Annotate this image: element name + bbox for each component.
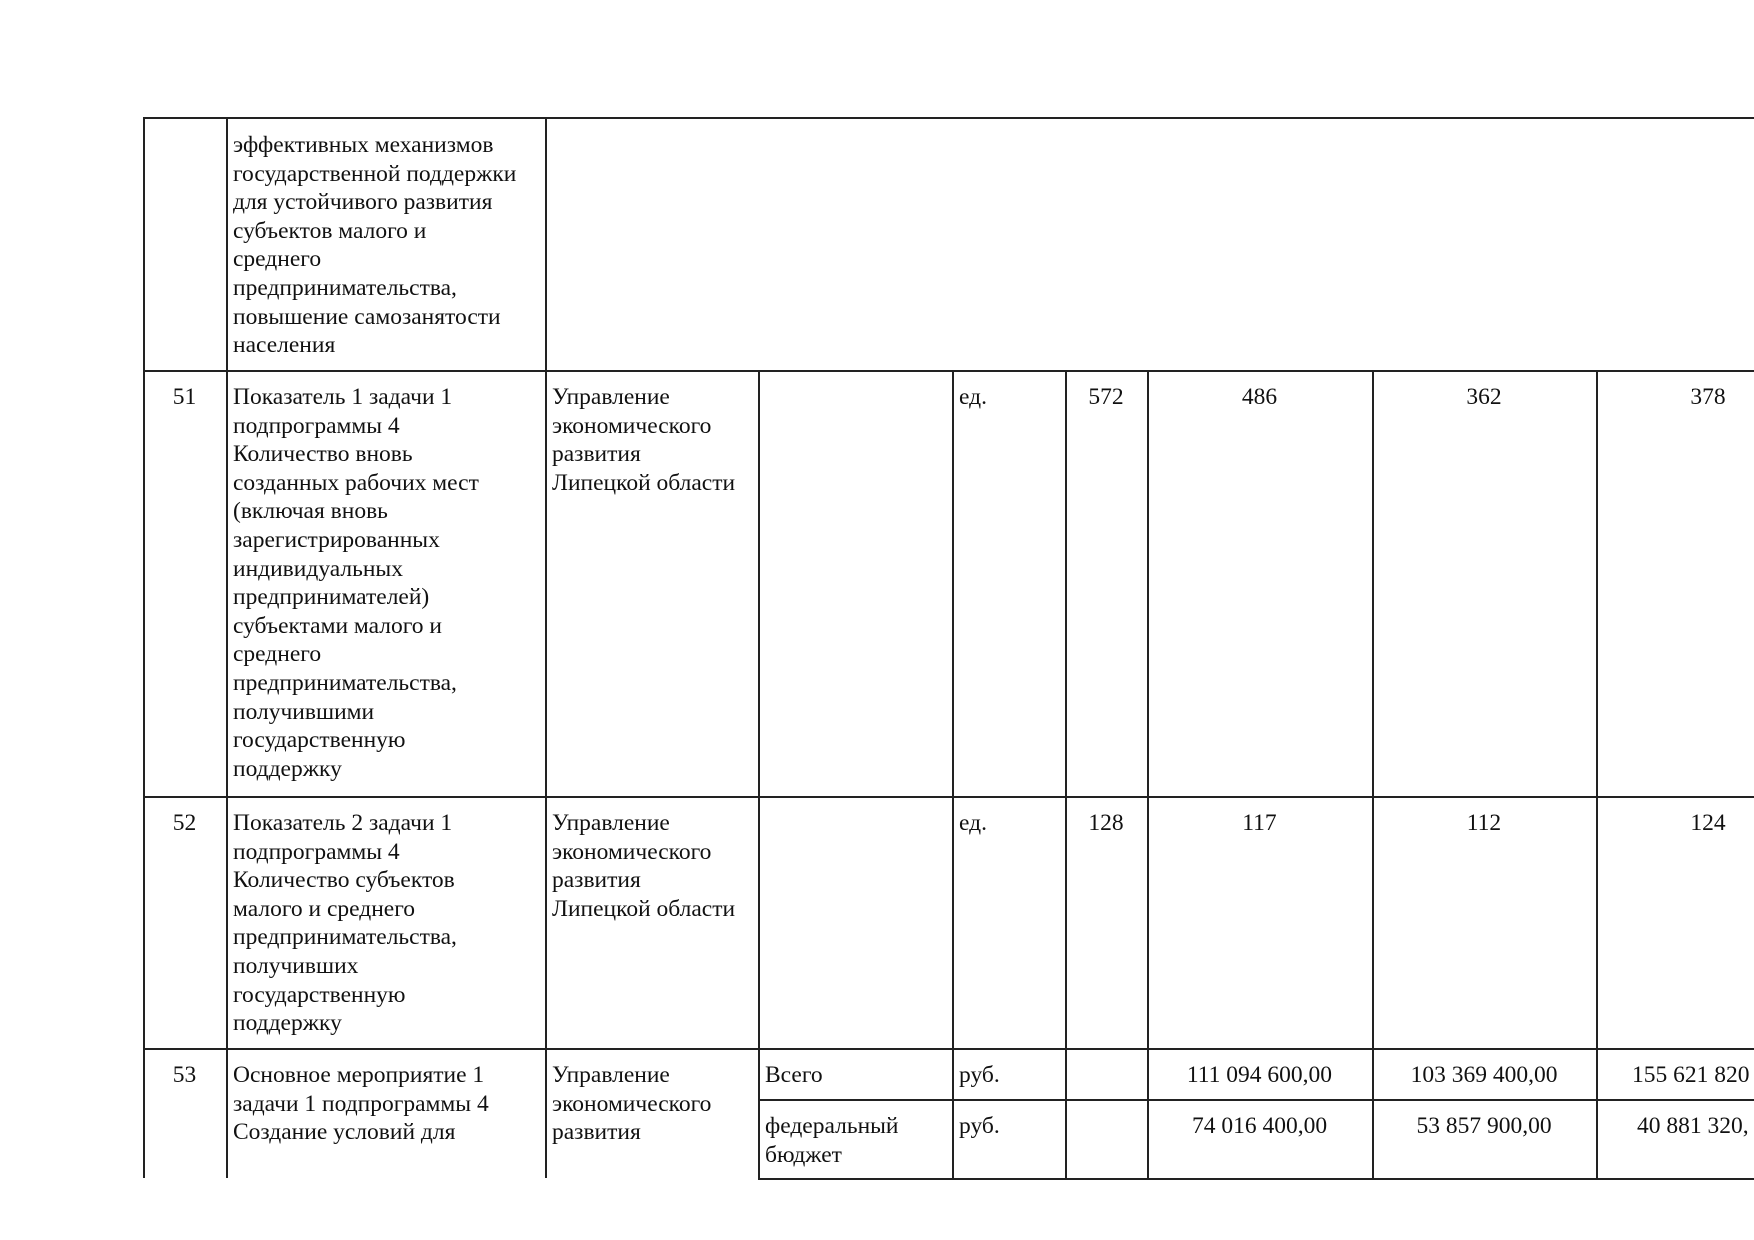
row-52-value-1: 117 bbox=[1242, 810, 1277, 836]
row-53-federal-value-1: 74 016 400,00 bbox=[1191, 1113, 1328, 1139]
row-53-total-value-1: 111 094 600,00 bbox=[1186, 1062, 1333, 1088]
row-51-value-2: 362 bbox=[1466, 384, 1502, 410]
row-51-base-value: 572 bbox=[1088, 384, 1124, 410]
row-53-name: Основное мероприятие 1 задачи 1 подпрограммы 4 Создание условий для bbox=[233, 1062, 489, 1146]
table-rule-row52-top bbox=[143, 796, 1754, 798]
row-51-number: 51 bbox=[172, 384, 197, 410]
row-52-unit: ед. bbox=[959, 810, 987, 836]
row-52-executor: Управление экономического развития Липецкой области bbox=[552, 810, 736, 922]
row-53-total-value-3: 155 621 820 bbox=[1632, 1062, 1750, 1088]
table-rule-row51-top bbox=[143, 370, 1754, 372]
table-col-border-base bbox=[1147, 370, 1149, 1178]
row-52-base-value: 128 bbox=[1088, 810, 1124, 836]
table-col-border-left bbox=[143, 117, 145, 1178]
row-52-number: 52 bbox=[172, 810, 197, 836]
table-rule-top bbox=[143, 117, 1754, 119]
row-51-value-3: 378 bbox=[1690, 384, 1726, 410]
table-rule-row53-sub bbox=[758, 1099, 1754, 1101]
table-col-border-v2 bbox=[1596, 370, 1598, 1178]
table-col-border-exec bbox=[758, 370, 760, 1178]
row-53-number: 53 bbox=[172, 1062, 197, 1088]
row-53-federal-value-2: 53 857 900,00 bbox=[1416, 1113, 1552, 1139]
intro-text: эффективных механизмов государственной поддержки для устойчивого развития субъектов малого и среднего предпринимательства, повышение самозанятости населения bbox=[233, 132, 517, 359]
row-53-federal-value-3: 40 881 320, bbox=[1637, 1113, 1749, 1139]
table-rule-row53-top bbox=[143, 1048, 1754, 1050]
row-52-name: Показатель 2 задачи 1 подпрограммы 4 Количество субъектов малого и среднего предпринимательства, получивших государственную поддержку bbox=[233, 810, 457, 1037]
row-52-value-2: 112 bbox=[1466, 810, 1502, 836]
row-52-value-3: 124 bbox=[1690, 810, 1726, 836]
table-col-border-unit bbox=[1065, 370, 1067, 1178]
table-rule-bottom-partial bbox=[758, 1178, 1754, 1180]
table-col-border-source bbox=[952, 370, 954, 1178]
row-51-name: Показатель 1 задачи 1 подпрограммы 4 Количество вновь созданных рабочих мест (включая вновь зарегистрированных индивидуальных предпринимателей) субъектами малого и среднего предпринимательства, получившими государственную поддержку bbox=[233, 384, 479, 782]
row-51-value-1: 486 bbox=[1241, 384, 1278, 410]
row-53-total-source: Всего bbox=[765, 1062, 823, 1088]
row-53-total-unit: руб. bbox=[959, 1062, 1000, 1088]
table-col-border-num bbox=[226, 117, 228, 1178]
row-53-federal-unit: руб. bbox=[959, 1113, 1000, 1139]
row-53-executor: Управление экономического развития bbox=[552, 1062, 712, 1146]
row-53-federal-source: федеральный бюджет bbox=[765, 1113, 899, 1168]
table-col-border-v1 bbox=[1372, 370, 1374, 1178]
row-51-executor: Управление экономического развития Липецкой области bbox=[552, 384, 736, 496]
row-51-unit: ед. bbox=[959, 384, 987, 410]
table-col-border-name bbox=[545, 117, 547, 1178]
row-53-total-value-2: 103 369 400,00 bbox=[1410, 1062, 1558, 1088]
